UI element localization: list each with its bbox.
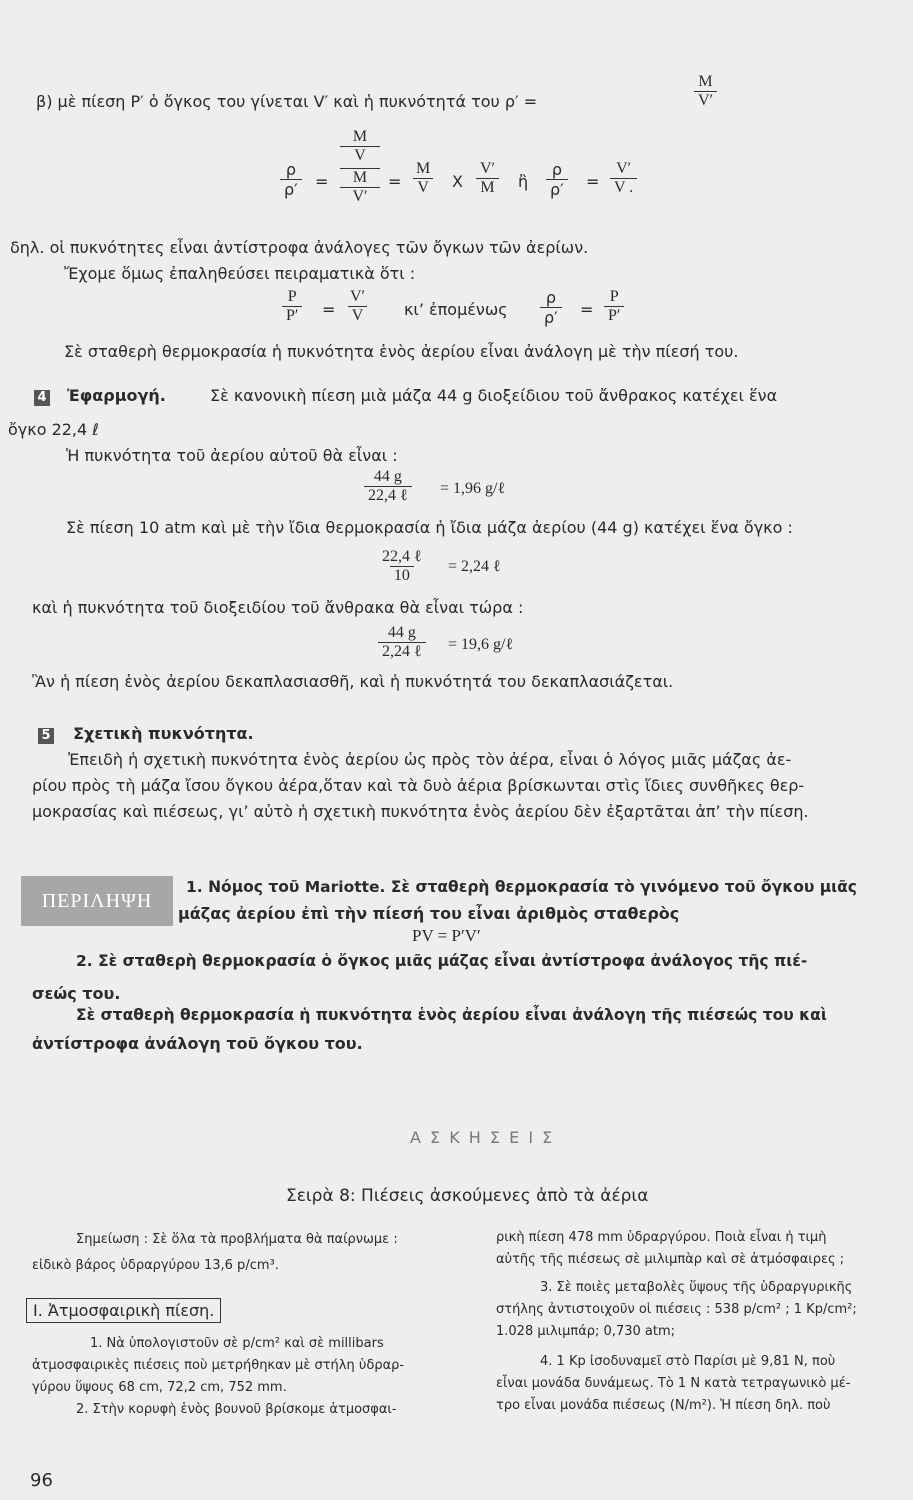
summary-line1: 1. Νόμος τοῦ Mariotte. Σὲ σταθερὴ θερμοκρασία τὸ γινόμενο τοῦ ὄγκου μιᾶς — [186, 878, 857, 896]
sec4-line3: Ἡ πυκνότητα τοῦ ἀερίου αὐτοῦ θὰ εἶναι : — [66, 446, 398, 465]
note-line: εἰδικὸ βάρος ὑδραργύρου 13,6 p/cm³. — [32, 1258, 279, 1273]
frac-num: M — [698, 73, 713, 90]
text-experiment: Ἔχομε ὅμως ἐπαληθεύσει πειραματικὰ ὅτι : — [64, 264, 416, 283]
frac-den: ρ′ — [540, 307, 562, 327]
exercise-line: ἀτμοσφαιρικὲς πιέσεις ποὺ μετρήθηκαν μὲ στήλη ὑδραρ- — [32, 1358, 405, 1373]
sec4-line5: καὶ ἡ πυκνότητα τοῦ διοξειδίου τοῦ ἄνθρακα θὰ εἶναι τώρα : — [32, 598, 524, 617]
calc2-fraction — [378, 548, 426, 585]
exercise-line: 2. Στὴν κορυφὴ ἑνὸς βουνοῦ βρίσκομε ἀτμοσφαι- — [76, 1402, 397, 1417]
frac-v-ratio — [610, 160, 637, 197]
frac-num: ρ — [545, 288, 556, 307]
part-b-fraction — [694, 73, 717, 110]
summary-line5: σεώς του. — [32, 984, 121, 1003]
or-word: ἢ — [518, 172, 529, 191]
summary-formula: PV = P′V′ — [412, 926, 481, 945]
summary-line2: μάζας ἀερίου ἐπὶ τὴν πίεσή του εἶναι ἀριθμὸς σταθερὸς — [178, 904, 680, 923]
equals: = — [580, 300, 594, 319]
frac-den: V′ — [340, 187, 380, 206]
exercise-line: αὐτῆς τῆς πιέσεως σὲ μιλιμπὰρ καὶ σὲ ἀτμόσφαιρες ; — [496, 1252, 845, 1267]
frac-num: V′ — [616, 160, 632, 177]
sec5-line3: μοκρασίας καὶ πιέσεως, γι’ αὐτὸ ἡ σχετικὴ πυκνότητα ἑνὸς ἀερίου δὲν ἐξαρτᾶται ἀπ’ τὴν πίεση. — [32, 802, 809, 821]
frac-rho — [280, 160, 302, 199]
compound-fraction — [340, 128, 380, 206]
sec4-line1: Σὲ κανονικὴ πίεση μιὰ μάζα 44 g διοξείδιου τοῦ ἄνθρακος κατέχει ἕνα — [210, 386, 778, 405]
exercise-line: 1.028 μιλιμπάρ; 0,730 atm; — [496, 1324, 675, 1339]
section-5-header — [38, 724, 254, 744]
calc1-fraction — [364, 468, 412, 505]
frac-den: V — [348, 306, 368, 325]
page-number: 96 — [30, 1470, 53, 1491]
frac-den: V — [413, 178, 433, 197]
exercise-line: στήλης ἀντιστοιχοῦν οἱ πιέσεις : 538 p/cm² ; 1 Kp/cm²; — [496, 1302, 857, 1317]
frac-den: 2,24 ℓ — [378, 642, 426, 661]
frac-num: M — [340, 168, 380, 187]
equals: = — [586, 172, 600, 191]
exercises-heading: Α Σ Κ Η Σ Ε Ι Σ — [410, 1128, 555, 1147]
sec4-line6: Ἂν ἡ πίεση ἑνὸς ἀερίου δεκαπλασιασθῆ, καὶ ἡ πυκνότητά του δεκαπλασιάζεται. — [32, 672, 674, 691]
summary-tag: ΠΕΡΙΛΗΨΗ — [21, 876, 173, 926]
sec5-line2: ρίου πρὸς τὴ μάζα ἴσου ὄγκου ἀέρα,ὅταν καὶ τὰ δυὸ ἀέρια βρίσκωνται στὶς ἴδιες συνθῆκες θερ- — [32, 776, 805, 795]
frac-num: 44 g — [387, 624, 416, 641]
frac-den: P′ — [604, 306, 624, 325]
frac-num: ρ — [285, 160, 296, 179]
exercise-line: ρικὴ πίεση 478 mm ὑδραργύρου. Ποιὰ εἶναι ἡ τιμὴ — [496, 1230, 827, 1245]
frac-num: 22,4 ℓ — [382, 548, 422, 565]
frac-den: V′ — [694, 91, 717, 110]
section-title: Ἐφαρμογή. — [67, 386, 166, 405]
section-4-header — [34, 386, 166, 406]
sec5-line1: Ἐπειδὴ ἡ σχετικὴ πυκνότητα ἑνὸς ἀερίου ὡς πρὸς τὸν ἀέρα, εἶναι ὁ λόγος μιᾶς μάζας ἀε- — [68, 750, 792, 769]
exercise-line: γύρου ὕψους 68 cm, 72,2 cm, 752 mm. — [32, 1380, 287, 1395]
frac-v-m — [476, 160, 499, 197]
equals: = — [388, 172, 402, 191]
frac-p-2 — [604, 288, 624, 325]
calc1-result: = 1,96 g/ℓ — [440, 480, 506, 497]
text-proportional: Σὲ σταθερὴ θερμοκρασία ἡ πυκνότητα ἑνὸς ἀερίου εἶναι ἀνάλογη μὲ τὴν πίεσή του. — [64, 342, 739, 361]
frac-m-v — [412, 160, 434, 197]
frac-num: V′ — [350, 288, 366, 305]
exercise-line: 3. Σὲ ποιὲς μεταβολὲς ὕψους τῆς ὑδραργυρικῆς — [540, 1280, 853, 1295]
exercise-line: 1. Νὰ ὑπολογιστοῦν σὲ p/cm² καὶ σὲ millibars — [90, 1336, 384, 1351]
equals: = — [315, 172, 329, 191]
sec4-line4: Σὲ πίεση 10 atm καὶ μὲ τὴν ἴδια θερμοκρασία ἡ ἴδια μάζα ἀερίου (44 g) κατέχει ἕνα ὄγκο : — [66, 518, 793, 537]
exercise-line: 4. 1 Kp ἰσοδυναμεῖ στὸ Παρίσι μὲ 9,81 N, ποὺ — [540, 1354, 836, 1369]
sec4-line2: ὄγκο 22,4 ℓ — [8, 420, 99, 439]
frac-num: M — [352, 128, 368, 145]
text-inverse: δηλ. οἱ πυκνότητες εἶναι ἀντίστροφα ἀνάλογες τῶν ὄγκων τῶν ἀερίων. — [10, 238, 589, 257]
exercise-line: τρο εἶναι μονάδα πιέσεως (N/m²). Ἡ πίεση δηλ. ποὺ — [496, 1398, 831, 1413]
frac-p — [282, 288, 302, 325]
frac-num: P — [287, 288, 297, 305]
section-number-box: 5 — [38, 728, 54, 744]
frac-den: 10 — [390, 566, 414, 585]
note-line: Σημείωση : Σὲ ὅλα τὰ προβλήματα θὰ παίρνωμε : — [76, 1232, 398, 1247]
frac-den: 22,4 ℓ — [364, 486, 412, 505]
frac-num: 44 g — [373, 468, 402, 485]
frac-rho-3 — [540, 288, 562, 327]
frac-den: ρ′ — [546, 179, 568, 199]
therefore-text: κι’ ἐπομένως — [404, 300, 508, 319]
frac-v — [346, 288, 369, 325]
frac-num: V′ — [480, 160, 496, 177]
frac-den: P′ — [282, 306, 302, 325]
frac-num: ρ — [551, 160, 562, 179]
section-number-box: 4 — [34, 390, 50, 406]
frac-den: V . — [610, 178, 637, 197]
equals: = — [322, 300, 336, 319]
summary-line7: ἀντίστροφα ἀνάλογη τοῦ ὄγκου του. — [32, 1034, 363, 1053]
frac-num: M — [416, 160, 431, 177]
summary-line4: 2. Σὲ σταθερὴ θερμοκρασία ὁ ὄγκος μιᾶς μάζας εἶναι ἀντίστροφα ἀνάλογος τῆς πιέ- — [76, 952, 808, 970]
frac-den: V — [340, 146, 380, 165]
calc3-fraction — [378, 624, 426, 661]
frac-den: M — [476, 178, 498, 197]
frac-rho-2 — [546, 160, 568, 199]
subsection-atmospheric-pressure: I. Ἀτμοσφαιρικὴ πίεση. — [26, 1298, 221, 1323]
times-sign: X — [452, 172, 463, 191]
frac-num: P — [609, 288, 619, 305]
summary-line6: Σὲ σταθερὴ θερμοκρασία ἡ πυκνότητα ἑνὸς ἀερίου εἶναι ἀνάλογη τῆς πιέσεώς του καὶ — [76, 1006, 827, 1024]
calc3-result: = 19,6 g/ℓ — [448, 636, 514, 653]
part-b-line: β) μὲ πίεση P′ ὁ ὄγκος του γίνεται V′ καὶ ἡ πυκνότητά του ρ′ = — [36, 92, 538, 111]
series-title: Σειρὰ 8: Πιέσεις ἀσκούμενες ἀπὸ τὰ ἀέρια — [286, 1186, 649, 1206]
frac-den: ρ′ — [280, 179, 302, 199]
calc2-result: = 2,24 ℓ — [448, 558, 501, 575]
section-title: Σχετικὴ πυκνότητα. — [73, 724, 254, 743]
exercise-line: εἶναι μονάδα δυνάμεως. Τὸ 1 N κατὰ τετραγωνικὸ μέ- — [496, 1376, 851, 1391]
